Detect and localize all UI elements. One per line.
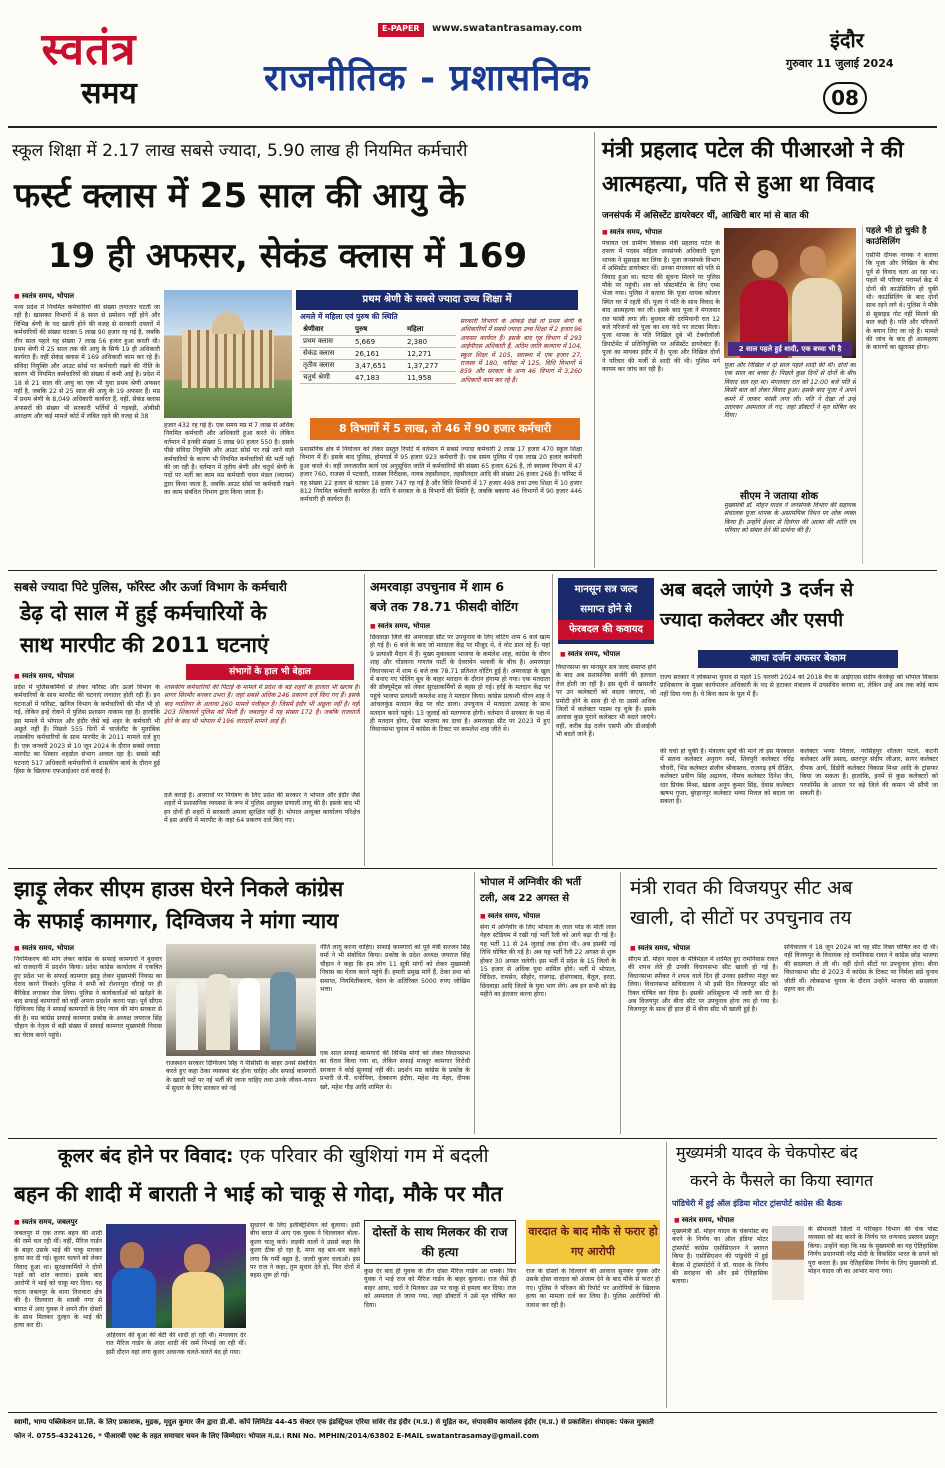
story2-headline-line2: आत्महत्या, पति से हुआ था विवाद xyxy=(602,172,875,197)
story5-col3: कलेक्टर भव्या मित्तल, नरसिंहपुर शीतला पटले, कटनी कलेक्टर अवि प्रसाद, छतरपुर संदीप जीआर, सागर कलेक्टर दीपक आर्य, डिंडोरी कलेक्टर विकास मिश्रा आदि के ट्रांसफर किया जा सकता है। हालांकि, इनमें से कुछ कलेक्टरों को परफॉर्मेंस के आधार पर बड़े जिले की कमान भी सौंपी जा सकती है। xyxy=(800,748,938,798)
table-cell: 1,37,277 xyxy=(404,360,456,372)
story3-box-head: संभागों के हाल भी बेहाल xyxy=(186,664,354,680)
footer-rule xyxy=(8,1412,937,1413)
story9-headline-line2: बहन की शादी में बाराती ने भाई को चाकू से गोदा, मौके पर मौत xyxy=(14,1182,503,1206)
story9-col2: सुधारने के लिए इलेक्ट्रिशियन को बुलाया। इसी बीच बरात में आए एक युवक ने चिल्लाकर बोला- कूलर चालू करो। लड़की वालों ने उससे कहा कि कूलर ठीक हो रहा है, मगर वह बार-बार कहने लगा कि गर्मी बहुत है, जल्दी कूलर चलाओ। इस पर राज ने कहा, तुम सुधार देते हो, फिर दोनों में बहस शुरू हो गई। xyxy=(250,1222,360,1280)
table-title: प्रथम श्रेणी के सबसे ज्यादा उच्च शिक्षा में xyxy=(296,290,578,310)
story10-headline-line1: मुख्यमंत्री यादव के चेकपोस्ट बंद xyxy=(676,1143,858,1162)
story4-headline-line2: बजे तक 78.71 फीसदी वोटिंग xyxy=(370,599,519,614)
story3-col2: दर्ज कराई है। अपराधों पर नियंत्रण के लिए प्रदेश की सरकार ने भोपाल और इंदौर जैसे शहरों में प्रशासनिक व्यवस्था के रूप में पुलिस आयुक्त प्रणाली लागू की है। इसके बाद भी इन दोनों ही शहरों में सरकारी अमला सुरक्षित नहीं है। भोपाल आयुक्त कार्यालय परिक्षेत्र में इस अवधि में मारपीट के जहां 64 प्रकरण दर्ज किए गए। xyxy=(164,792,360,825)
story7-headline-line1: भोपाल में अग्निवीर की भर्ती xyxy=(480,877,581,888)
story4-headline-line1: अमरवाड़ा उपचुनाव में शाम 6 xyxy=(370,579,505,594)
couple-photo-caption: 2 साल पहले हुई शादी, एक बच्चा भी है xyxy=(728,342,852,356)
badge-line1: मानसून सत्र जल्द xyxy=(574,584,638,595)
table-row xyxy=(300,348,456,360)
story7-text: सेना में अग्निवीर के लिए भोपाल के लाल परेड के मोती लाल नेहरु स्टेडियम में रखी गई भर्ती रैली को आगे बढ़ा दी गई है। यह भर्ती 11 से 24 जुलाई तक होना थी। अब इसकी नई तिथि घोषित की गई है। अब यह भर्ती रैली 22 अगस्त से शुरू होकर 30 अगस्त चलेगी। इस भर्ती में प्रदेश के 15 जिलों के 15 हजार से अधिक युवा शामिल होंगे। भर्ती में भोपाल, विदिशा, रायसेन, सीहोर, राजगढ़, होशंगाबाद, बैतूल, हरदा, छिंदवाड़ा आदि जिलों के युवा भाग लेंगे। अब इन सभी को डेढ़ महीने का इंतजार करना होगा। xyxy=(480,924,616,999)
victim-photo xyxy=(106,1224,246,1328)
column-divider xyxy=(364,574,365,866)
page-number: 08 xyxy=(823,82,867,114)
gender-table-box xyxy=(300,312,456,404)
table-row xyxy=(300,360,456,372)
masthead-rule xyxy=(8,126,937,128)
footer-contact: फोन नं. 0755-4324126, * पीआरबी एक्ट के तहत समाचार चयन के लिए जिम्मेदार। भोपाल म.प्र.। RNI No. MPHIN/2014/63802 E-MAIL swatantrasamay@gmail.com xyxy=(14,1432,540,1440)
cm-condolence-head: सीएम ने जताया शोक xyxy=(740,491,819,502)
story9-box2-head: वारदात के बाद मौके से फरार हो गए आरोपी xyxy=(526,1220,660,1264)
story10-col2: के सीमावर्ती जिलों में परिवहन विभाग की चेक पोस्ट व्यवस्था को बंद करने के निर्णय पर धन्यवाद प्रस्ताव प्रस्तुत किया। उन्होंने कहा कि मप्र के मुख्यमंत्री का यह ऐतिहासिक निर्णय प्रधानमंत्री नरेंद्र मोदी के विकसित भारत के सपने को पूरा करता है। इस ऐतिहासिक निर्णय के लिए मुख्यमंत्री डॉ. मोहन यादव जी का आभार माना गया। xyxy=(808,1226,938,1276)
story1-kicker: स्कूल शिक्षा में 2.17 लाख सबसे ज्यादा, 5.90 लाख ही नियमित कर्मचारी xyxy=(12,141,468,161)
story6-col3: एक साल सफाई कामगारों की विभिन्न मांगों को लेकर विधानसभा का घेराव किया गया था, लेकिन सफाई मजदूर कामगार विरोधी सरकार ने कोई सुनवाई नहीं की। प्रदर्शन मप्र कांग्रेस के प्रकोष्ठ के प्रभारी जे.पी. धनोपिया, देवकरण इंदौरा, महेश नंद मेहर, दीपक खरे, महेश गौड़ आदि शामिल थे। xyxy=(320,1050,470,1091)
story5-col1: विधानसभा का मानसून सत्र जल्द समाप्त होने के बाद अब प्रशासनिक सर्जरी की हलचल तेज होती जा रही है। इस सूची में खासतौर पर उन कलेक्टरों को बदला जाएगा, जो प्रमोटी होने के साथ ही दो या उससे अधिक जिलों में कलेक्टर पदस्थ रह चुके हैं। इसके अलावा कुछ पुराने कलेक्टर भी बदले जाएंगे। वहीं, करीब डेढ़ दर्जन एसपी और डीआईजी भी बदले जाने हैं। xyxy=(556,664,656,739)
story5-headline-line2: ज्यादा कलेक्टर और एसपी xyxy=(660,609,844,631)
epaper-badge xyxy=(378,23,424,37)
counselling-text: एसीपी दीपक नायक ने बताया कि पूजा और निखिल के बीच पूर्व से विवाद चला आ रहा था। पहले भी परिवार परामर्श केंद्र में दोनों की काउंसिलिंग हो चुकी थी। काउंसिलिंग के बाद दोनों साथ रहने लगे थे। पुलिस ने मौके से सुसाइड नोट नहीं मिलने की बात कही है। पति और परिजनों के बयान लिए जा रहे हैं। मामले की जांच के बाद ही आत्महत्या के कारणों का खुलासा होगा। xyxy=(866,252,938,352)
table-cell: तृतीय क्लास xyxy=(300,360,352,372)
story9-box1-text: कुछ देर बाद ही युवक के तीन दोस्त मैरिज गार्डन आ धमके। फिर युवक ने भाई राज को मैरिज गार्डन के बाहर बुलाया। राज जैसे ही बाहर आया, चारों ने मिलकर उस पर चाकू से हमला कर दिया। राज को अस्पताल ले जाया गया, जहां डॉक्टरों ने उसे मृत घोषित कर दिया। xyxy=(364,1268,516,1309)
story4-text: छिंदवाड़ा जिले की अमरवाड़ा सीट पर उपचुनाव के लिए वोटिंग शाम 6 बजे खत्म हो गई है। 6 बजे के बाद जो मतदाता केंद्र पर मौजूद थे, वे वोट डाल रहे हैं। यहां 9 प्रत्याशी मैदान में हैं। मुख्य मुकाबला भाजपा के कमलेश शाह, कांग्रेस के धीरन शाह और गोंडवाना गणतंत्र पार्टी के देवरावेन भलावी के बीच है। अमरवाड़ा विधानसभा में शाम 6 बजे तक 78.71 प्रतिशत वोटिंग हुई है। अमरवाड़ा के खुल में बनाए गए पोलिंग बूथ के बाहर मतदान के दौरान हंगामा हो गया। एक मतदाता की डॉक्यूमेंट्स को लेकर सुरक्षाकर्मियों से बहस हो गई। हर्रई के मतदान केंद्र पर पहुंचे भाजपा प्रत्याशी कमलेश शाह ने मतदान किया। कांग्रेस प्रत्याशी धीरन शाह ने आंचलकुंड मतदान केंद्र पर वोट डाला। उपचुनाव में मतदाता उत्साह के साथ मतदान करने पहुंचे। 13 जुलाई को मतगणना होगी। वर्तमान में सरकार के पक्ष में ही मतदान होगा, ऐसा भाजपा का दावा है। अमरवाड़ा सीट पर 2023 में हुए विधानसभा चुनाव में कांग्रेस के टिकट पर कमलेश शाह जीते थे। xyxy=(370,634,550,734)
story8-col2: सचिवालय ने 18 जून 2024 को यह सीट रिक्त घोषित कर दी थी। वहीं विजयपुर के विधायक रहे रामनिवास रावत ने कांग्रेस छोड़ भाजपा की सदस्यता ले ली थी। वहीं दोनों सीटों पर उपचुनाव होगा। बीना विधानसभा सीट से 2023 में कांग्रेस के टिकट पर निर्मला सप्रे चुनाव जीती थीं। लोकसभा चुनाव के दौरान उन्होंने भाजपा की सदस्यता ग्रहण कर ली। xyxy=(784,944,938,994)
table-row xyxy=(300,336,456,348)
story5-col2: की चर्चा हो चुकी है। मंत्रालय सूत्रों की मानें तो इस फेरबदल में सतना कलेक्टर अनुराग वर्मा, शिवपुरी कलेक्टर रविंद्र चौधरी, भिंड कलेक्टर संजीव श्रीवास्तव, राजगढ़ हर्ष दीक्षित, कलेक्टर प्रवीण सिंह अढ़ायच, नीमच कलेक्टर दिनेश जैन, धार प्रियंक मिश्रा, खंडवा अनूप कुमार सिंह, देवास कलेक्टर ऋषभ गुप्ता, बुरहानपुर कलेक्टर भव्या मित्तल को बदला जा सकता है। xyxy=(660,748,794,806)
table-header-row xyxy=(300,324,456,336)
edition-date: गुरुवार 11 जुलाई 2024 xyxy=(786,57,894,70)
story3-kicker: सबसे ज्यादा पिटे पुलिस, फॉरेस्ट और ऊर्जा विभाग के कर्मचारी xyxy=(14,580,287,594)
table-cell: 3,47,651 xyxy=(352,360,404,372)
story9-headline-part2: एक परिवार की खुशियां गम में बदली xyxy=(239,1145,489,1167)
story2-col1: पंचायत एवं ग्रामीण विकास मंत्री प्रहलाद पटेल के दफ्तर में पदस्थ महिला जनसंपर्क अधिकारी पूजा थापक ने सुसाइड कर लिया है। पूजा जनसंपर्क विभाग में असिस्टेंट डायरेक्टर थीं। उनका मंगलवार को पति से विवाद हुआ था। घटना की सूचना मिलने पर पुलिस मौके पर पहुंची। शव को पोस्टमॉर्टम के लिए एम्स भेजा गया। पुलिस ने बताया कि पूजा थापक कोलार स्थित घर में रहती थीं। पूजा ने पति के साथ विवाद के बाद आत्महत्या कर ली। इसके बाद पूजा ने मंगलवार रात फांसी लगा ली। बुधवार की दरमियानी रात 12 बजे परिजनों को पूजा का शव फंदे पर लटका मिला। पूजा थापक के पति निखिल दुबे भी टेक्नोलॉजी डिपार्टमेंट में प्रतिनियुक्ति पर असिस्टेंट डायरेक्टर हैं। पूजा का मायका इंदौर में है। पूजा और निखिल दोनों ने परिवार की मर्जी से शादी की थी। पुलिस मर्ग कायम कर जांच कर रही है। xyxy=(602,240,720,374)
column-divider xyxy=(552,574,553,866)
story5-byline: ■ स्वतंत्र समय, भोपाल xyxy=(560,650,620,659)
story6-caption: राजस्थान सरकार दिग्विजय सिंह ने पीसीसी के बाहर उनसे संबोधित करते हुए कहा ठेका व्यवस्था बंद होना चाहिए और सफाई कामगारों के खाली पदों पर नई भर्ती की जाना चाहिए तथा उनके जीवन-यापन में सुधार के लिए सरकार को नई xyxy=(166,1060,316,1093)
story3-headline-line1: डेढ़ दो साल में हुई कर्मचारियों के xyxy=(20,601,267,625)
story10-headline-line2: करने के फैसले का किया स्वागत xyxy=(690,1171,874,1190)
story6-byline: ■ स्वतंत्र समय, भोपाल xyxy=(14,944,74,953)
gender-table xyxy=(300,324,456,384)
story2-deck: जनसंपर्क में असिस्टेंट डायरेक्टर थीं, आखिरी बार मां से बात की xyxy=(602,211,809,221)
story8-byline: ■ स्वतंत्र समय, भोपाल xyxy=(630,944,690,953)
story6-col1: निगमिकरण की मांग लेकर कांग्रेस के सफाई कामगारों ने बुधवार को राजधानी में प्रदर्शन किया। प्रदेश कांग्रेस कार्यालय में एकत्रित हुए प्रदेश भर के सफाई कामगार झाड़ू लेकर मुख्यमंत्री निवास का घेराव करने निकले। पुलिस ने सभी को रोशनपुरा चौराहे पर ही बैरिकेड लगाकर रोक लिया। पुलिस ने कार्यकर्ताओं को खदेड़ने के बाद सफाई कामगारों को वहीं अपना प्रदर्शन करना पड़ा। पूर्व सीएम दिग्विजय सिंह ने सफाई कामगारों के लिए न्याय की मांग सरकार से की है। मप्र कांग्रेस सफाई कामगार प्रकोष्ठ के अध्यक्ष जयराज सिंह चौहान के नेतृत्व में बड़ी संख्या में सफाई कामगार मुख्यमंत्री निवास का घेराव करने पहुंचे। xyxy=(14,956,162,1039)
badge-line2: समाप्त होने से xyxy=(580,604,632,615)
story1-col1: मध्य प्रदेश में नियमित कर्मचारियों की संख्या लगातार घटती जा रही है। खासकर विभागों में 8 साल से प्रमोशन नहीं होने और विभिन्न श्रेणी के पद खाली होने की वजह से सरकारी दफ्तरों में कर्मचारियों की संख्या घटकर 5 लाख 90 हजार रह गई है, जबकि तीन साल पहले यह संख्या 7 लाख 56 हजार हुआ करती थी। प्रथम श्रेणी में 25 साल तक की आयु के सिर्फ 19 ही अधिकारी कार्यरत हैं। वहीं सेकंड क्लास में 169 अधिकारी काम कर रहे हैं। संविदा नियुक्ति और आउट सोर्स पर कर्मचारी रखने की नीति के कारण भी नियमित कर्मचारियों की संख्या में कमी आई है। प्रदेश में 18 से 21 साल की आयु का एक भी युवा प्रथम श्रेणी अफसर नहीं है, जबकि 22 से 25 साल की आयु के 19 अफसर हैं। मप्र में प्रथम श्रेणी के 8,049 अधिकारी कार्यरत हैं, वहीं, सेकंड क्लास अफसरों की संख्या भी सरकारी भर्तियों में गड़बड़ी, ओबीसी आरक्षण और कई मामले कोर्ट में लंबित रहने की वजह से 38 xyxy=(14,304,160,421)
story9-caption: अहिरवार की बुआ की बेटी की शादी हो रही थी। मंगलवार देर रात मैरिज गार्डन के अंदर शादी की रस्में निभाई जा रही थीं। इसी दौरान वहां लगा कूलर अचानक चलते-चलते बंद हो गया। xyxy=(106,1332,246,1356)
story5-intro: राज्य सरकार ने लोकसभा चुनाव से पहले 15 फरवरी 2024 को 2018 बैच के आईएएस संदीप केरकेट्टा को भोपाल विकास प्राधिकरण के मुख्य कार्यपालन अधिकारी के पद से हटाकर मंत्रालय में उपसचिव बनाया था, लेकिन उन्हें अब तक कोई काम नहीं दिया गया है। ये बिना काम के पूल में हैं। xyxy=(660,674,938,698)
story6-headline-line2: के सफाई कामगार, दिग्विजय ने मांगा न्याय xyxy=(14,909,339,933)
story8-col1: सीएम डॉ. मोहन यादव के मंत्रिमंडल में शामिल हुए रामनिवास रावत की शपथ लेते ही उनकी विधानसभा सीट खाली हो गई है। विधानसभा स्पीकर ने शपथ वाले दिन ही उनका इस्तीफा मंजूर कर लिया। विधानसभा सचिवालय ने भी इसी दिन विजयपुर सीट को रिक्त घोषित कर दिया है। इसकी अधिसूचना भी जारी कर दी है। अब विजयपुर और बीना सीट पर उपचुनाव होना तय हो गया है। विजयपुर के साथ ही हाल ही में बीना सीट भी खाली हुई है। xyxy=(628,956,778,1014)
story9-headline-part1: कूलर बंद होने पर विवाद: xyxy=(58,1145,234,1167)
story3-box-text: शासकीय कर्मचारियों की पिटाई के मामले में प्रदेश के बड़े शहरों के हालात भी खराब हैं। सागर सिरमौर बनकर उभरा है। जहां सबसे अधिक 246 प्रकरण दर्ज किए गए हैं। इसके बाद ग्वालियर के अलावा 260 मामले पंजीकृत हैं। जिसमें इंदौर भी अछूता नहीं है। वहीं 203 शिकायतें पुलिस को मिली हैं। जबलपुर में यह संख्या 172 है। जबकि राजधानी होने के बाद भी भोपाल में 196 वारदातें सामने आई हैं। xyxy=(164,684,360,725)
couple-photo xyxy=(724,228,856,358)
story9-box1-head: दोस्तों के साथ मिलकर की राज की हत्या xyxy=(364,1220,516,1264)
story9-box2-text: राज के दोस्तों के चिल्लाने की आवाज सुनकर युवक और उसके दोस्त वारदात को अंजाम देने के बाद मौके से फरार हो गए। पुलिस ने परिजन की रिपोर्ट पर आरोपियों के खिलाफ हत्या का मामला दर्ज कर लिया है। पुलिस आरोपियों की तलाश कर रही है। xyxy=(526,1268,660,1309)
story8-headline-line1: मंत्री रावत की विजयपुर सीट अब xyxy=(630,877,853,899)
story3-byline: ■ स्वतंत्र समय, भोपाल xyxy=(14,672,74,681)
table-cell: 5,669 xyxy=(352,336,404,348)
story6-col2: नीति लागू करना चाहिए। सफाई कामगारों को पूर्व मंत्री सज्जन सिंह वर्मा ने भी संबोधित किया। प्रकोष्ठ के प्रदेश अध्यक्ष जयराज सिंह चौहान ने कहा कि हम लोग 11 सूत्री मांगों को लेकर मुख्यमंत्री निवास का घेराव करने पहुंचे हैं। हमारी प्रमुख मांगें हैं, ठेका प्रथा को समाप्त, नियमितीकरण, वेतन के अतिरिक्त 5000 रुपए जोखिम भत्ता। xyxy=(320,944,470,994)
badge-line3: फेरबदल की कवायद xyxy=(558,620,654,640)
story5-headline-line1: अब बदले जाएंगे 3 दर्जन से xyxy=(660,579,854,601)
story9-byline: ■ स्वतंत्र समय, जबलपुर xyxy=(14,1218,78,1227)
section-title: राजनीतिक - प्रशासनिक xyxy=(264,58,591,99)
table-subtitle: अमले में महिला एवं पुरुष की स्थिति xyxy=(300,312,398,321)
table-header: श्रेणीवार xyxy=(300,324,352,336)
table-cell: 11,958 xyxy=(404,372,456,384)
cm-condolence-text: मुख्यमंत्री डॉ. मोहन यादव ने जनसंपर्क विभाग की सहायक संचालक पूजा थापक के असामयिक निधन पर शोक व्यक्त किया है। उन्होंने ईश्वर से दिवंगत की आत्मा की शांति एवं परिवार को संबल देने की प्रार्थना की है। xyxy=(724,502,856,535)
story3-headline-line2: साथ मारपीट की 2011 घटनाएं xyxy=(20,633,269,657)
footer-imprint: स्वामी, भाग्य पब्लिकेशन प्रा.लि. के लिए प्रकाशक, मुद्रक, मृदुल कुमार जैन द्वारा डी.बी. कॉर्प लिमिटेड 44-45 सेक्टर एफ इंडस्ट्रियल एरिया सांवेर रोड इंदौर (म.प्र.) से मुद्रित कर, संपादकीय कार्यालय इंदौर (म.प्र.) से प्रकाशित। संपादक: पंकज मुकाती xyxy=(14,1418,654,1426)
logo xyxy=(10,24,168,124)
section-rule xyxy=(8,1138,937,1139)
story2-byline: ■ स्वतंत्र समय, भोपाल xyxy=(602,228,662,237)
website-link[interactable]: www.swatantrasamay.com xyxy=(432,23,583,34)
table-cell: चतुर्थ श्रेणी xyxy=(300,372,352,384)
column-divider xyxy=(666,1142,667,1408)
table-cell: 47,183 xyxy=(352,372,404,384)
story10-col1: मुख्यमंत्री डॉ. मोहन यादव के चेकपोस्ट बंद करने के निर्णय का ऑल इंडिया मोटर ट्रांसपोर्ट कांग्रेस एसोसिएशन ने स्वागत किया है। एसोसिएशन की पांडुचेरी में हुई बैठक में ट्रांसपोर्टरों ने डॉ. यादव के निर्णय की सराहना की और इसे ऐतिहासिक बताया। xyxy=(672,1228,768,1286)
story2-col2: पूजा और निखिल ने दो साल पहले शादी की थी। दोनों का एक साल का बच्चा है। पिछले कुछ दिनों से दोनों के बीच विवाद चल रहा था। मंगलवार रात को 12:00 बजे पति से किसी बात को लेकर विवाद हुआ। इसके बाद पूजा ने अपने कमरे में जाकर फांसी लगा ली। पति ने देखा तो उन्हें उतारकर अस्पताल ले गए, जहां डॉक्टरों ने मृत घोषित कर दिया। xyxy=(724,362,856,420)
story4-byline: ■ स्वतंत्र समय, भोपाल xyxy=(370,622,430,631)
story9-col1: जबलपुर में एक तरफ बहन की शादी की रस्में चल रही थीं। वहीं, मैरिज गार्डन के बाहर उसके भाई की चाकू मारकर हत्या कर दी गई। कूलर चलाने को लेकर विवाद हुआ था। सुरक्षाकर्मियों ने दोनों पक्षों को शांत कराया। इसके बाद आरोपी ने भाई को चाकू मार दिया। यह घटना जबलपुर के थाना तिलवारा क्षेत्र की है। तिलवारा के शास्त्री नगर से बारात में आए युवक ने अपने तीन दोस्तों के साथ मिलकर दुल्हन के भाई की हत्या कर दी। xyxy=(14,1230,102,1330)
counselling-head: पहले भी हो चुकी है काउंसिलिंग xyxy=(866,226,927,247)
story8-headline-line2: खाली, दो सीटों पर उपचुनाव तय xyxy=(630,907,852,929)
column-divider xyxy=(594,132,595,568)
city-label: इंदौर xyxy=(830,28,864,52)
epaper-label: E-PAPER xyxy=(382,24,420,33)
story1-subhead: 8 विभागों में 5 लाख, तो 46 में 90 हजार कर्मचारी xyxy=(310,418,580,440)
story1-subtext: प्रशासनिक क्षेत्र में नियोजन को लेकर प्रस्तुत रिपोर्ट में वर्तमान में सबसे ज्यादा कर्मचारी 2 लाख 17 हजार 470 स्कूल शिक्षा विभाग में हैं। इसके बाद पुलिस, होमगार्ड में 95 हजार 923 कर्मचारी हैं। एक समय पुलिस में एक लाख 20 हजार कर्मचारी हुआ करते थे। वहीं जनजातीय कार्य एवं अनुसूचित जाति में कर्मचारियों की संख्या 65 हजार 626 है, तो स्वास्थ्य विभाग में 47 हजार 760, राजस्व में पटवारी, राजस्व निरीक्षक, नायब तहसीलदार, तहसीलदार आदि की संख्या 26 हजार 268 है। फॉरेस्ट में यह संख्या 22 हजार से घटकर 18 हजार 747 रह गई है और विधि विभागों में 17 हजार 498 तथा उच्च शिक्षा में 10 हजार 812 नियमित कर्मचारी कार्यरत हैं। यानि ये सरकार के 8 विभागों की स्थिति है, जबकि बकाया 46 विभागों में 90 हजार 446 कर्मचारी ही कार्यरत हैं। xyxy=(300,446,582,504)
table-header: महिला xyxy=(404,324,456,336)
counselling-box xyxy=(862,226,938,564)
table-cell: 2,380 xyxy=(404,336,456,348)
protest-photo xyxy=(166,944,316,1056)
story7-headline-line2: टली, अब 22 अगस्त से xyxy=(480,893,570,904)
monsoon-badge xyxy=(558,578,654,644)
story2-headline-line1: मंत्री प्रहलाद पटेल की पीआरओ ने की xyxy=(602,138,904,163)
table-cell: प्रथम क्लास xyxy=(300,336,352,348)
column-divider xyxy=(620,872,621,1134)
table-row xyxy=(300,372,456,384)
logo-line2: समय xyxy=(81,76,137,111)
story1-sidebar: सरकारी विभागों के आंकड़े देखें तो प्रथम श्रेणी के अधिकारियों में सबसे ज्यादा उच्च शिक्षा में 2 हजार 96 अफसर कार्यरत हैं। इसके बाद गृह विभाग में 293 आईपीएस अधिकारी हैं, अदिम जाति कल्याण में 104, स्कूल शिक्षा में 105, स्वास्थ्य में एक हजार 27, राजस्व में 180, फॉरेस्ट में 125, विधि विभागों में 859 और सरकार के अन्य 46 विभाग में 3,260 अधिकारी काम कर रहे हैं। xyxy=(460,318,582,384)
story5-deck: आधा दर्जन अफसर बेकाम xyxy=(698,650,898,668)
chief-minister-photo xyxy=(772,1226,804,1300)
story10-deck: पांडिचेरी में हुई ऑल इंडिया मोटर ट्रांसपोर्ट कांग्रेस की बैठक xyxy=(672,1199,843,1208)
building-photo xyxy=(164,290,292,418)
table-cell: 12,271 xyxy=(404,348,456,360)
story10-byline: ■ स्वतंत्र समय, भोपाल xyxy=(674,1216,734,1225)
story6-headline-line1: झाड़ू लेकर सीएम हाउस घेरने निकले कांग्रेस xyxy=(14,877,344,901)
story1-headline-line2: 19 ही अफसर, सेकंड क्लास में 169 xyxy=(48,236,528,276)
story7-byline: ■ स्वतंत्र समय, भोपाल xyxy=(480,912,540,921)
section-rule xyxy=(8,570,937,571)
table-cell: 26,161 xyxy=(352,348,404,360)
table-cell: सेकंड क्लास xyxy=(300,348,352,360)
story1-col2: हजार 432 रह गई है। एक समय मप्र में 7 लाख से अधिक नियमित कर्मचारी और अधिकारी हुआ करते थे। लेकिन वर्तमान में इनकी संख्या 5 लाख 90 हजार 550 है। इसके पीछे संविदा नियुक्ति और आउट सोर्स पर रखे जाने वाले कर्मचारियों के कारण भी नियमित कर्मचारियों की भर्ती नहीं की जा रही है। वर्तमान में तृतीय श्रेणी और चतुर्थ श्रेणी के पदों पर भर्ती का काम मप्र कर्मचारी चयन मंडल (व्यापमं) द्वारा किया जाता है, जबकि आउट सोर्स पर कर्मचारी रखने का काम संबंधित विभाग द्वारा किया जाता है। xyxy=(164,422,294,497)
story1-headline-line1: फर्स्ट क्लास में 25 साल की आयु के xyxy=(14,176,465,216)
story3-col1: प्रदेश में पुलिसकर्मियों से लेकर फॉरेस्ट और ऊर्जा विभाग के कर्मचारियों के साथ मारपीट की घटनाएं लगातार होती रही हैं। इन घटनाओं में फॉरेस्ट, खनिज विभाग के कर्मचारियों की मौत भी हो गई, लेकिन इन्हें रोकने में पुलिस प्रशासन नाकाम रहा है। हालांकि इस मामले में भोपाल और इंदौर जैसे बड़े शहर के कर्मचारी भी अछूते नहीं हैं। पिछले 555 दिनों में चार्जशीट के मुताबिक शासकीय कर्मचारियों के साथ मारपीट के 2011 मामले दर्ज हुए हैं। एक जनवरी 2023 से 10 जून 2024 के दौरान सबसे ज्यादा मारपीट का शिकार शहडोल संभाग अव्वल रहा है। सबसे बड़ी घटनाएं 517 अधिकारी कर्मचारियों ने शासकीय कार्य के दौरान हुई हिंसा के खिलाफ एफआईआर दर्ज कराई है। xyxy=(14,684,160,776)
column-divider xyxy=(474,872,475,1134)
story9-headline-line1 xyxy=(58,1142,658,1170)
story1-byline: ■ स्वतंत्र समय, भोपाल xyxy=(14,292,74,301)
table-header: पुरुष xyxy=(352,324,404,336)
logo-line1: स्वतंत्र xyxy=(41,24,137,75)
section-rule xyxy=(8,868,937,869)
